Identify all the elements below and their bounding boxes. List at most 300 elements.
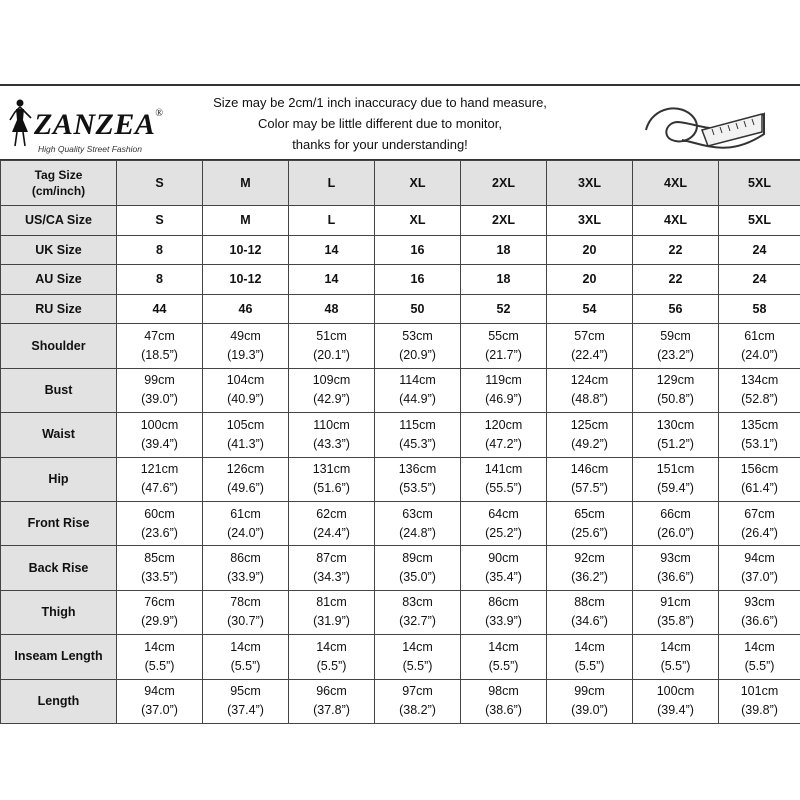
- value-inch: (37.8”): [313, 703, 350, 718]
- value-inch: (24.4”): [313, 525, 350, 540]
- value-cm: 94cm: [144, 684, 175, 699]
- row-label: [1, 235, 117, 265]
- value-inch: (37.4”): [227, 703, 264, 718]
- value-inch: (5.5”): [744, 658, 775, 673]
- value-cm: 14cm: [660, 639, 691, 654]
- measurement-cell: [719, 457, 800, 501]
- measurement-row: [1, 457, 800, 501]
- row-label: Thigh: [1, 590, 117, 634]
- measurement-cell: [719, 590, 800, 634]
- size-cell: 22: [633, 235, 719, 265]
- measurement-cell: [203, 501, 289, 545]
- value-cm: 86cm: [488, 595, 519, 610]
- value-cm: 129cm: [656, 373, 695, 388]
- value-cm: 89cm: [402, 551, 433, 566]
- value-cm: 83cm: [402, 595, 433, 610]
- value-inch: (39.0”): [141, 392, 178, 407]
- measurement-cell: [289, 457, 375, 501]
- value-cm: 130cm: [656, 417, 695, 432]
- row-label: [1, 294, 117, 324]
- value-cm: 62cm: [316, 506, 347, 521]
- value-inch: (37.0”): [141, 703, 178, 718]
- measurement-cell: [719, 546, 800, 590]
- measurement-cell: [203, 635, 289, 679]
- size-cell: 50: [375, 294, 461, 324]
- measurement-cell: [375, 368, 461, 412]
- size-cell: 24: [719, 265, 800, 295]
- value-cm: 100cm: [140, 417, 179, 432]
- value-inch: (5.5”): [144, 658, 175, 673]
- value-inch: (38.2”): [399, 703, 436, 718]
- measurement-cell: [719, 413, 800, 457]
- measurement-cell: [375, 413, 461, 457]
- row-label: [1, 206, 117, 236]
- measurement-cell: [375, 679, 461, 723]
- measurement-cell: [461, 501, 547, 545]
- measurement-cell: [461, 546, 547, 590]
- woman-figure-icon: [6, 98, 34, 148]
- measurement-row: [1, 501, 800, 545]
- size-cell: 4XL: [633, 161, 719, 206]
- value-cm: 67cm: [744, 506, 775, 521]
- measurement-cell: [719, 368, 800, 412]
- row-label: Waist: [1, 413, 117, 457]
- size-cell: 44: [117, 294, 203, 324]
- value-cm: 110cm: [313, 417, 350, 432]
- row-label: Shoulder: [1, 324, 117, 368]
- size-cell: 24: [719, 235, 800, 265]
- measurement-cell: [375, 546, 461, 590]
- size-cell: 16: [375, 265, 461, 295]
- measurement-cell: [117, 635, 203, 679]
- measurement-cell: [289, 501, 375, 545]
- value-inch: (49.6”): [227, 481, 264, 496]
- measurement-cell: [547, 413, 633, 457]
- value-inch: (5.5”): [230, 658, 261, 673]
- measurement-cell: [461, 679, 547, 723]
- measurement-row: [1, 546, 800, 590]
- value-cm: 90cm: [488, 551, 519, 566]
- value-cm: 85cm: [144, 551, 175, 566]
- value-cm: 51cm: [316, 329, 347, 344]
- value-cm: 121cm: [140, 462, 179, 477]
- value-inch: (36.2”): [571, 570, 608, 585]
- measurement-cell: [203, 457, 289, 501]
- size-cell: 14: [289, 235, 375, 265]
- row-label: Front Rise: [1, 501, 117, 545]
- value-cm: 100cm: [656, 684, 695, 699]
- size-cell: M: [203, 206, 289, 236]
- value-inch: (34.6”): [571, 614, 608, 629]
- measurement-row: [1, 324, 800, 368]
- value-cm: 131cm: [312, 462, 351, 477]
- size-cell: 3XL: [547, 206, 633, 236]
- size-cell: 2XL: [461, 206, 547, 236]
- value-inch: (24.8”): [399, 525, 436, 540]
- value-inch: (5.5”): [660, 658, 691, 673]
- value-cm: 98cm: [488, 684, 519, 699]
- value-inch: (47.2”): [485, 436, 522, 451]
- size-cell: 3XL: [547, 161, 633, 206]
- measurement-cell: [633, 590, 719, 634]
- size-cell: 10-12: [203, 235, 289, 265]
- value-cm: 64cm: [488, 506, 519, 521]
- value-cm: 109cm: [312, 373, 351, 388]
- value-inch: (29.9”): [141, 614, 178, 629]
- value-inch: (47.6”): [141, 481, 178, 496]
- value-cm: 14cm: [316, 639, 347, 654]
- value-cm: 57cm: [574, 329, 605, 344]
- measurement-cell: [203, 679, 289, 723]
- measurement-cell: [375, 324, 461, 368]
- value-inch: (51.2”): [657, 436, 694, 451]
- measurement-cell: [289, 546, 375, 590]
- size-cell: 20: [547, 235, 633, 265]
- measurement-cell: [547, 324, 633, 368]
- value-cm: 94cm: [744, 551, 775, 566]
- value-cm: 96cm: [316, 684, 347, 699]
- value-inch: (40.9”): [227, 392, 264, 407]
- measurement-cell: [289, 590, 375, 634]
- row-label-line: Tag Size: [34, 168, 83, 182]
- size-cell: 46: [203, 294, 289, 324]
- value-cm: 61cm: [744, 329, 775, 344]
- value-cm: 49cm: [230, 329, 261, 344]
- value-inch: (46.9”): [485, 392, 522, 407]
- measurement-row: [1, 679, 800, 723]
- size-chart-table: [0, 160, 800, 724]
- row-label-line: US/CA Size: [25, 213, 92, 228]
- value-inch: (19.3”): [227, 348, 264, 363]
- value-cm: 95cm: [230, 684, 261, 699]
- value-inch: (36.6”): [657, 570, 694, 585]
- notice-line: Size may be 2cm/1 inch inaccuracy due to hand measure,: [213, 95, 547, 110]
- measurement-row: [1, 590, 800, 634]
- value-inch: (18.5”): [141, 348, 178, 363]
- size-cell: L: [289, 161, 375, 206]
- size-row: [1, 235, 800, 265]
- measurement-cell: [203, 368, 289, 412]
- value-inch: (5.5”): [316, 658, 347, 673]
- measurement-cell: [633, 546, 719, 590]
- value-inch: (25.2”): [485, 525, 522, 540]
- measurement-cell: [461, 368, 547, 412]
- value-cm: 53cm: [402, 329, 433, 344]
- size-cell: 18: [461, 235, 547, 265]
- measurement-cell: [289, 368, 375, 412]
- measurement-cell: [633, 368, 719, 412]
- value-cm: 76cm: [144, 595, 175, 610]
- value-inch: (45.3”): [399, 436, 436, 451]
- brand-logo: [4, 92, 174, 156]
- value-inch: (53.1”): [741, 436, 778, 451]
- value-inch: (33.5”): [141, 570, 178, 585]
- value-cm: 141cm: [484, 462, 523, 477]
- value-inch: (39.4”): [657, 703, 694, 718]
- value-cm: 119cm: [485, 373, 522, 388]
- size-cell: 22: [633, 265, 719, 295]
- measurement-cell: [547, 501, 633, 545]
- value-inch: (20.9”): [399, 348, 436, 363]
- size-cell: XL: [375, 206, 461, 236]
- measurement-row: [1, 635, 800, 679]
- value-inch: (26.4”): [741, 525, 778, 540]
- value-cm: 14cm: [574, 639, 605, 654]
- row-label: [1, 161, 117, 206]
- measurement-cell: [117, 501, 203, 545]
- measurement-cell: [633, 324, 719, 368]
- measurement-cell: [547, 679, 633, 723]
- size-cell: XL: [375, 161, 461, 206]
- size-cell: 58: [719, 294, 800, 324]
- value-inch: (34.3”): [313, 570, 350, 585]
- size-cell: 16: [375, 235, 461, 265]
- measurement-cell: [547, 546, 633, 590]
- size-cell: 52: [461, 294, 547, 324]
- measurement-cell: [289, 679, 375, 723]
- row-label-line: (cm/inch): [31, 184, 86, 198]
- size-cell: 5XL: [719, 161, 800, 206]
- value-inch: (59.4”): [657, 481, 694, 496]
- value-inch: (49.2”): [571, 436, 608, 451]
- value-cm: 14cm: [230, 639, 261, 654]
- measurement-cell: [289, 413, 375, 457]
- value-cm: 104cm: [226, 373, 265, 388]
- value-inch: (39.8”): [741, 703, 778, 718]
- measurement-cell: [461, 457, 547, 501]
- value-inch: (23.6”): [141, 525, 178, 540]
- value-inch: (35.8”): [657, 614, 694, 629]
- measurement-cell: [375, 501, 461, 545]
- value-cm: 126cm: [226, 462, 265, 477]
- measurement-notice: [180, 92, 580, 155]
- value-cm: 81cm: [316, 595, 347, 610]
- value-cm: 60cm: [144, 506, 175, 521]
- size-cell: L: [289, 206, 375, 236]
- value-cm: 101cm: [740, 684, 779, 699]
- value-cm: 88cm: [574, 595, 605, 610]
- value-cm: 105cm: [226, 417, 265, 432]
- size-cell: 5XL: [719, 206, 800, 236]
- value-cm: 63cm: [402, 506, 433, 521]
- size-cell: 4XL: [633, 206, 719, 236]
- value-cm: 78cm: [230, 595, 261, 610]
- value-cm: 91cm: [660, 595, 691, 610]
- value-inch: (55.5”): [485, 481, 522, 496]
- size-cell: 2XL: [461, 161, 547, 206]
- measurement-cell: [461, 413, 547, 457]
- measurement-cell: [289, 324, 375, 368]
- value-inch: (30.7”): [227, 614, 264, 629]
- measurement-cell: [633, 501, 719, 545]
- size-cell: 20: [547, 265, 633, 295]
- value-inch: (20.1”): [313, 348, 350, 363]
- value-inch: (26.0”): [657, 525, 694, 540]
- size-cell: S: [117, 206, 203, 236]
- row-label: Bust: [1, 368, 117, 412]
- value-inch: (22.4”): [571, 348, 608, 363]
- measurement-cell: [289, 635, 375, 679]
- value-inch: (33.9”): [485, 614, 522, 629]
- measurement-cell: [117, 324, 203, 368]
- value-cm: 97cm: [402, 684, 433, 699]
- measurement-cell: [117, 413, 203, 457]
- size-cell: 54: [547, 294, 633, 324]
- measurement-cell: [117, 590, 203, 634]
- measurement-cell: [117, 679, 203, 723]
- value-inch: (21.7”): [485, 348, 522, 363]
- measurement-cell: [633, 413, 719, 457]
- value-cm: 14cm: [402, 639, 433, 654]
- row-label: [1, 265, 117, 295]
- size-row: [1, 294, 800, 324]
- measurement-cell: [719, 324, 800, 368]
- value-cm: 115cm: [399, 417, 436, 432]
- value-inch: (5.5”): [574, 658, 605, 673]
- row-label-line: RU Size: [35, 302, 82, 317]
- measurement-cell: [203, 324, 289, 368]
- value-cm: 14cm: [488, 639, 519, 654]
- value-inch: (38.6”): [485, 703, 522, 718]
- size-cell: S: [117, 161, 203, 206]
- value-inch: (35.4”): [485, 570, 522, 585]
- value-inch: (42.9”): [313, 392, 350, 407]
- measurement-cell: [719, 679, 800, 723]
- value-cm: 47cm: [144, 329, 175, 344]
- value-inch: (53.5”): [399, 481, 436, 496]
- value-inch: (39.4”): [141, 436, 178, 451]
- value-inch: (36.6”): [741, 614, 778, 629]
- value-cm: 59cm: [660, 329, 691, 344]
- value-inch: (24.0”): [741, 348, 778, 363]
- value-inch: (31.9”): [313, 614, 350, 629]
- value-inch: (35.0”): [399, 570, 436, 585]
- value-inch: (32.7”): [399, 614, 436, 629]
- size-row: [1, 265, 800, 295]
- measurement-cell: [461, 635, 547, 679]
- value-cm: 99cm: [574, 684, 605, 699]
- value-inch: (39.0”): [571, 703, 608, 718]
- row-label: Back Rise: [1, 546, 117, 590]
- value-cm: 146cm: [570, 462, 609, 477]
- value-cm: 135cm: [740, 417, 779, 432]
- measurement-cell: [547, 457, 633, 501]
- value-inch: (52.8”): [741, 392, 778, 407]
- notice-line: thanks for your understanding!: [292, 137, 468, 152]
- measurement-cell: [547, 368, 633, 412]
- size-cell: 18: [461, 265, 547, 295]
- row-label-line: UK Size: [35, 242, 82, 257]
- measurement-cell: [547, 590, 633, 634]
- measurement-cell: [375, 635, 461, 679]
- value-cm: 93cm: [660, 551, 691, 566]
- value-cm: 14cm: [744, 639, 775, 654]
- value-cm: 99cm: [144, 373, 175, 388]
- value-cm: 93cm: [744, 595, 775, 610]
- measuring-tape-icon: [642, 100, 768, 154]
- value-cm: 156cm: [740, 462, 779, 477]
- measurement-row: [1, 413, 800, 457]
- row-label-line: AU Size: [35, 272, 82, 287]
- measurement-cell: [117, 546, 203, 590]
- value-inch: (48.8”): [571, 392, 608, 407]
- measurement-row: [1, 368, 800, 412]
- measurement-cell: [203, 413, 289, 457]
- measurement-cell: [633, 679, 719, 723]
- measurement-cell: [547, 635, 633, 679]
- value-inch: (24.0”): [227, 525, 264, 540]
- value-inch: (25.6”): [571, 525, 608, 540]
- value-inch: (61.4”): [741, 481, 778, 496]
- measurement-cell: [719, 635, 800, 679]
- value-cm: 151cm: [656, 462, 695, 477]
- brand-tagline: High Quality Street Fashion: [38, 144, 142, 154]
- value-inch: (57.5”): [571, 481, 608, 496]
- value-inch: (44.9”): [399, 392, 436, 407]
- measurement-cell: [203, 590, 289, 634]
- value-cm: 61cm: [230, 506, 261, 521]
- size-cell: M: [203, 161, 289, 206]
- measurement-cell: [117, 457, 203, 501]
- measurement-cell: [117, 368, 203, 412]
- size-cell: 8: [117, 265, 203, 295]
- measurement-cell: [633, 457, 719, 501]
- value-inch: (5.5”): [402, 658, 433, 673]
- value-inch: (43.3”): [313, 436, 350, 451]
- value-cm: 86cm: [230, 551, 261, 566]
- row-label: Hip: [1, 457, 117, 501]
- value-cm: 92cm: [574, 551, 605, 566]
- chart-header: [0, 84, 800, 160]
- measurement-cell: [461, 590, 547, 634]
- size-cell: 8: [117, 235, 203, 265]
- value-cm: 114cm: [399, 373, 436, 388]
- size-row: [1, 161, 800, 206]
- measurement-cell: [461, 324, 547, 368]
- value-cm: 65cm: [574, 506, 605, 521]
- size-cell: 14: [289, 265, 375, 295]
- value-cm: 125cm: [570, 417, 609, 432]
- brand-name: ZANZEA®: [34, 108, 164, 141]
- measurement-cell: [375, 457, 461, 501]
- value-inch: (5.5”): [488, 658, 519, 673]
- size-cell: 48: [289, 294, 375, 324]
- value-cm: 66cm: [660, 506, 691, 521]
- size-row: [1, 206, 800, 236]
- measurement-cell: [719, 501, 800, 545]
- value-inch: (37.0”): [741, 570, 778, 585]
- row-label: Length: [1, 679, 117, 723]
- value-cm: 55cm: [488, 329, 519, 344]
- value-cm: 124cm: [570, 373, 609, 388]
- value-inch: (23.2”): [657, 348, 694, 363]
- value-cm: 134cm: [740, 373, 779, 388]
- measurement-cell: [203, 546, 289, 590]
- value-cm: 136cm: [398, 462, 437, 477]
- measurement-cell: [633, 635, 719, 679]
- value-cm: 14cm: [144, 639, 175, 654]
- size-cell: 56: [633, 294, 719, 324]
- measurement-cell: [375, 590, 461, 634]
- value-inch: (41.3”): [227, 436, 264, 451]
- notice-line: Color may be little different due to monitor,: [258, 116, 502, 131]
- value-inch: (51.6”): [313, 481, 350, 496]
- value-inch: (33.9”): [227, 570, 264, 585]
- value-cm: 120cm: [484, 417, 523, 432]
- value-inch: (50.8”): [657, 392, 694, 407]
- value-cm: 87cm: [316, 551, 347, 566]
- row-label: Inseam Length: [1, 635, 117, 679]
